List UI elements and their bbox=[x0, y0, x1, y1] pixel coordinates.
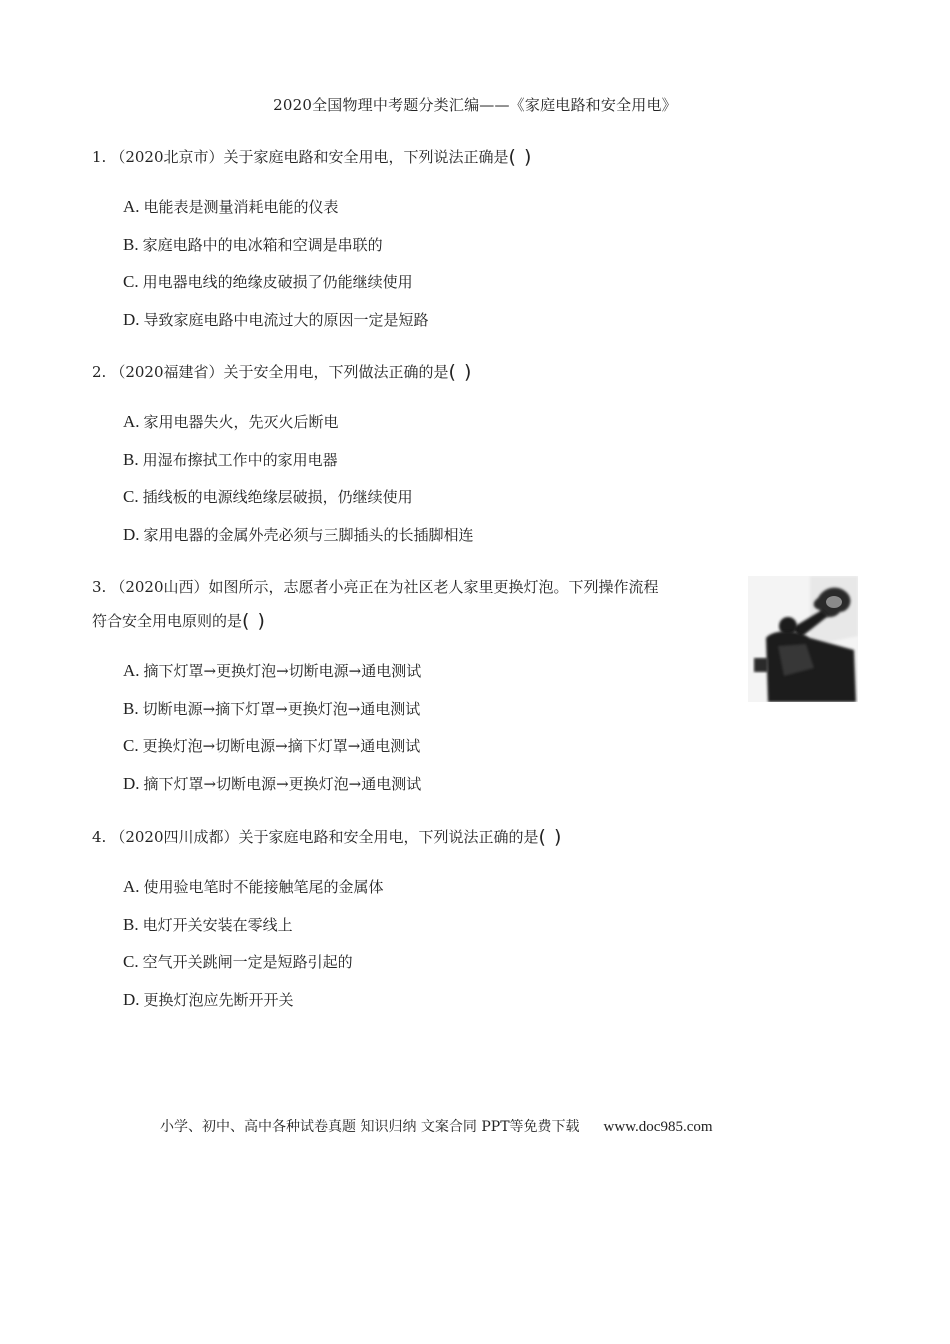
question-text: （2020北京市）关于家庭电路和安全用电，下列说法正确是 bbox=[110, 148, 509, 166]
option-d bbox=[123, 765, 732, 803]
question-1 bbox=[92, 140, 532, 338]
option-c bbox=[123, 263, 532, 301]
option-b bbox=[123, 226, 532, 264]
option-text: 导致家庭电路中电流过大的原因一定是短路 bbox=[143, 310, 429, 329]
option-b bbox=[123, 441, 474, 479]
option-letter: A. bbox=[123, 877, 140, 896]
answer-blank: ( ) bbox=[448, 361, 473, 383]
option-a bbox=[123, 868, 562, 906]
question-stem bbox=[92, 820, 562, 854]
option-text: 切断电源→摘下灯罩→更换灯泡→通电测试 bbox=[142, 699, 421, 718]
question-number: 2. bbox=[92, 363, 107, 381]
question-stem bbox=[92, 355, 474, 389]
option-list bbox=[123, 652, 732, 802]
option-list bbox=[123, 868, 562, 1018]
option-d bbox=[123, 301, 532, 339]
option-text: 空气开关跳闸一定是短路引起的 bbox=[142, 953, 353, 971]
option-text: 家用电器失火，先灭火后断电 bbox=[143, 413, 339, 431]
option-d bbox=[123, 516, 474, 554]
option-letter: B. bbox=[123, 449, 139, 469]
option-text: 用湿布擦拭工作中的家用电器 bbox=[142, 450, 338, 469]
option-b bbox=[123, 906, 562, 944]
option-letter: D. bbox=[123, 989, 140, 1009]
question-stem-continued bbox=[92, 604, 732, 638]
option-letter: C. bbox=[123, 487, 139, 506]
footer-link[interactable]: www.doc985.com bbox=[603, 1119, 713, 1135]
option-text: 摘下灯罩→更换灯泡→切断电源→通电测试 bbox=[143, 662, 422, 680]
option-letter: B. bbox=[123, 698, 139, 718]
question-3 bbox=[92, 570, 732, 802]
option-letter: A. bbox=[123, 661, 140, 680]
option-text: 家用电器的金属外壳必须与三脚插头的长插脚相连 bbox=[143, 525, 474, 544]
question-text: （2020福建省）关于安全用电，下列做法正确的是 bbox=[110, 363, 449, 381]
option-a bbox=[123, 403, 474, 441]
option-letter: A. bbox=[123, 197, 140, 216]
page-footer bbox=[160, 1116, 713, 1136]
option-c bbox=[123, 727, 732, 765]
question-text: （2020山西）如图所示，志愿者小亮正在为社区老人家里更换灯泡。下列操作流程 bbox=[110, 578, 659, 596]
option-letter: D. bbox=[123, 309, 140, 329]
option-text: 插线板的电源线绝缘层破损，仍继续使用 bbox=[142, 488, 413, 506]
option-text: 家庭电路中的电冰箱和空调是串联的 bbox=[142, 235, 383, 254]
volunteer-changing-bulb-illustration bbox=[748, 576, 858, 702]
option-text: 摘下灯罩→切断电源→更换灯泡→通电测试 bbox=[143, 774, 422, 793]
option-text: 用电器电线的绝缘皮破损了仍能继续使用 bbox=[142, 273, 413, 291]
option-letter: C. bbox=[123, 952, 139, 971]
option-text: 电能表是测量消耗电能的仪表 bbox=[143, 198, 339, 216]
answer-blank: ( ) bbox=[242, 610, 266, 632]
option-d bbox=[123, 981, 562, 1019]
option-c bbox=[123, 478, 474, 516]
page-title: 2020全国物理中考题分类汇编——《家庭电路和安全用电》 bbox=[273, 96, 677, 114]
answer-blank: ( ) bbox=[538, 826, 563, 848]
answer-blank: ( ) bbox=[508, 146, 533, 168]
option-letter: B. bbox=[123, 234, 139, 254]
footer-text: 小学、初中、高中各种试卷真题 知识归纳 文案合同 PPT等免费下载 bbox=[160, 1119, 580, 1135]
option-a bbox=[123, 652, 732, 690]
question-number: 3. bbox=[92, 578, 107, 596]
option-text: 使用验电笔时不能接触笔尾的金属体 bbox=[143, 878, 384, 896]
option-letter: A. bbox=[123, 412, 140, 431]
option-list bbox=[123, 403, 474, 553]
question-2 bbox=[92, 355, 474, 553]
question-number: 1. bbox=[92, 148, 107, 166]
option-text: 更换灯泡→切断电源→摘下灯罩→通电测试 bbox=[142, 737, 421, 755]
question-4 bbox=[92, 820, 562, 1018]
question-stem bbox=[92, 570, 732, 604]
option-c bbox=[123, 943, 562, 981]
option-text: 更换灯泡应先断开开关 bbox=[143, 990, 294, 1009]
option-list bbox=[123, 188, 532, 338]
option-a bbox=[123, 188, 532, 226]
option-text: 电灯开关安装在零线上 bbox=[142, 915, 293, 934]
question-stem bbox=[92, 140, 532, 174]
option-letter: C. bbox=[123, 736, 139, 755]
question-text: 符合安全用电原则的是 bbox=[92, 612, 243, 630]
question-text: （2020四川成都）关于家庭电路和安全用电，下列说法正确的是 bbox=[110, 828, 539, 846]
option-b bbox=[123, 690, 732, 728]
option-letter: B. bbox=[123, 914, 139, 934]
option-letter: D. bbox=[123, 524, 140, 544]
option-letter: C. bbox=[123, 272, 139, 291]
question-number: 4. bbox=[92, 828, 107, 846]
option-letter: D. bbox=[123, 773, 140, 793]
